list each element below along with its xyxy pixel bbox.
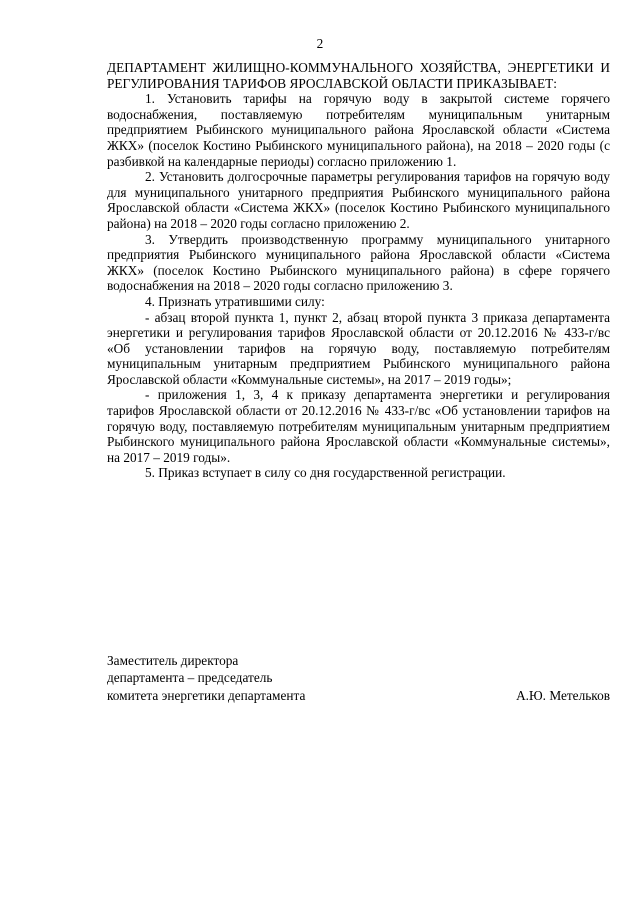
- paragraph-2: 2. Установить долгосрочные параметры регулирования тарифов на горячую воду для муниципального унитарного предприятия Рыбинского муниципального района Ярославской области «Система ЖКХ» (поселок Костино Рыбинского муниципального района) на 2018 – 2020 годы согласно приложению 2.: [107, 169, 610, 231]
- paragraph-4-item-1: - абзац второй пункта 1, пункт 2, абзац второй пункта 3 приказа департамента энергетики и регулирования тарифов Ярославской области от 20.12.2016 № 433-г/вс «Об установлении тарифов на горячую воду, поставляемую потребителям муниципальным унитарным предприятием Рыбинского муниципального района Ярославской области «Коммунальные системы», на 2017 – 2019 годы»;: [107, 309, 610, 387]
- paragraph-1: 1. Установить тарифы на горячую воду в закрытой системе горячего водоснабжения, поставляемую потребителям муниципальным унитарным предприятием Рыбинского муниципального района Ярославской области «Система ЖКХ» (поселок Костино Рыбинского муниципального района), на 2018 – 2020 годы (с разбивкой на календарные периоды) согласно приложению 1.: [107, 91, 610, 169]
- paragraph-5: 5. Приказ вступает в силу со дня государственной регистрации.: [145, 465, 506, 481]
- signatory-last-line: [107, 687, 610, 704]
- order-body: [107, 60, 610, 481]
- signatory-name: А.Ю. Метельков: [516, 687, 610, 703]
- signatory-title-line-3: комитета энергетики департамента: [107, 687, 306, 703]
- paragraph-3: 3. Утвердить производственную программу муниципального унитарного предприятия Рыбинского муниципального района Ярославской области «Система ЖКХ» (поселок Костино Рыбинского муниципального района) в сфере горячего водоснабжения на 2018 – 2020 годы согласно приложению 3.: [107, 231, 610, 294]
- paragraph-4-item-2: - приложения 1, 3, 4 к приказу департамента энергетики и регулирования тарифов Ярославской области от 20.12.2016 № 433-г/вс «Об установлении тарифов на горячую воду, поставляемую потребителям муниципальным унитарным предприятием Рыбинского муниципального района Ярославской области «Коммунальные системы», на 2017 – 2019 годы».: [107, 387, 610, 465]
- page-number: 2: [316, 36, 324, 51]
- signatory-title-line-1: Заместитель директора: [107, 653, 239, 668]
- order-header: ДЕПАРТАМЕНТ ЖИЛИЩНО-КОММУНАЛЬНОГО ХОЗЯЙСТВА, ЭНЕРГЕТИКИ И РЕГУЛИРОВАНИЯ ТАРИФОВ ЯРОСЛАВСКОЙ ОБЛАСТИ ПРИКАЗЫВАЕТ:: [107, 60, 610, 91]
- paragraph-4: 4. Признать утратившими силу:: [145, 293, 325, 309]
- signature-block: [107, 652, 610, 704]
- signatory-title-line-2: департамента – председатель: [107, 670, 273, 686]
